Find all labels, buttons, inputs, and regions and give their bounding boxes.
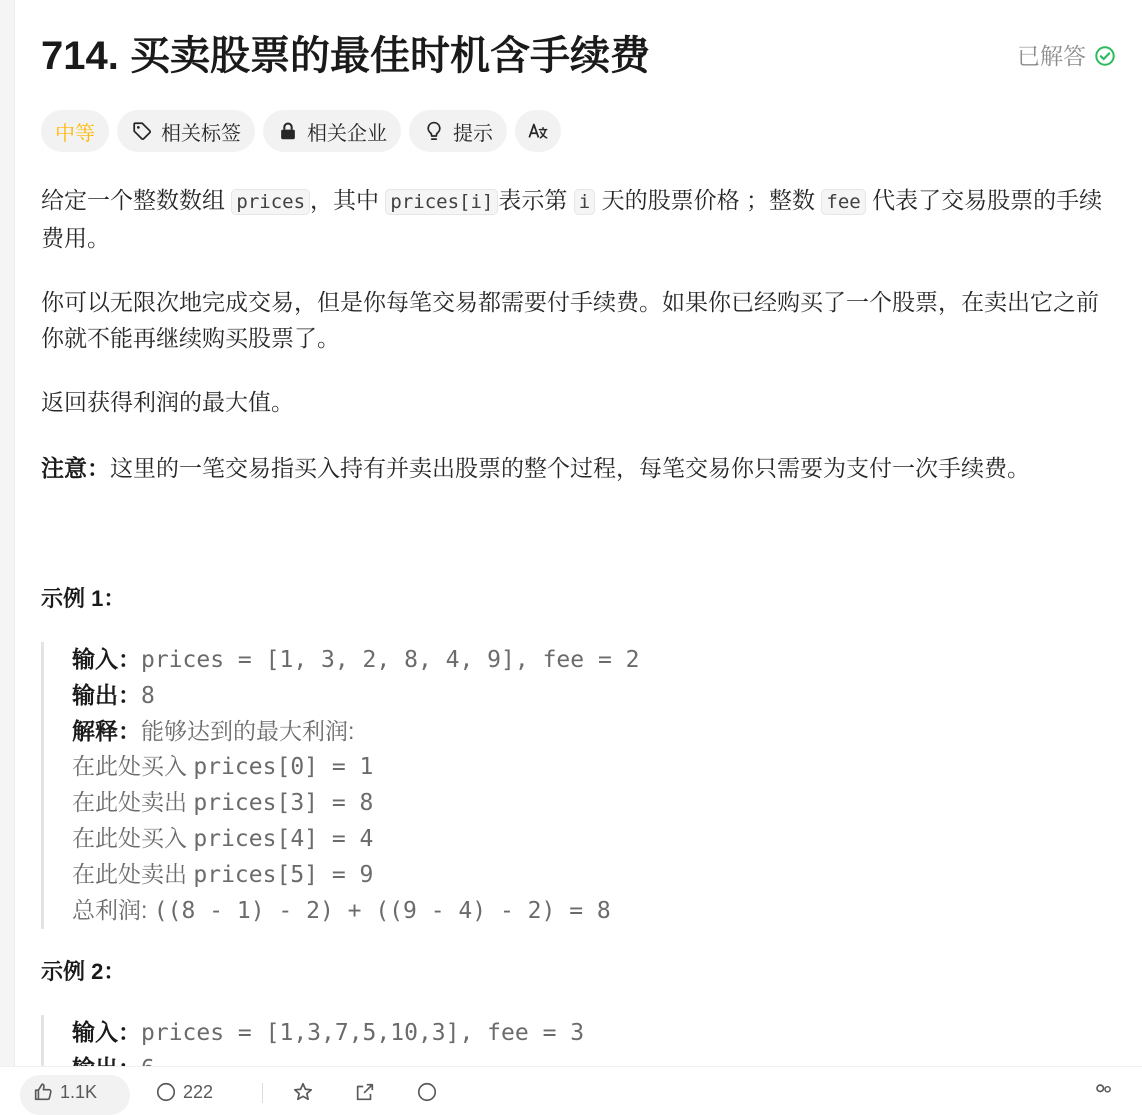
problem-description-panel xyxy=(41,0,1116,1066)
input-label: 输入： xyxy=(72,646,141,672)
explain-label: 解释： xyxy=(72,718,141,744)
step-code: prices[3] = 8 xyxy=(193,790,374,816)
bottom-action-bar xyxy=(0,1066,1142,1102)
step-code: prices[4] = 4 xyxy=(193,826,374,852)
example-1-input xyxy=(72,642,1041,678)
note-label: 注意： xyxy=(41,455,110,481)
desc-text: ，其中 xyxy=(310,187,386,213)
related-companies-label: 相关企业 xyxy=(307,122,387,145)
left-rail xyxy=(0,0,15,1093)
question-circle-icon xyxy=(416,1081,438,1103)
input-value: prices = [1, 3, 2, 8, 4, 9], fee = 2 xyxy=(141,647,640,673)
note-text: 这里的一笔交易指买入持有并卖出股票的整个过程，每笔交易你只需要为支付一次手续费。 xyxy=(110,455,1030,481)
total-text: 总利润: xyxy=(72,897,154,923)
star-icon xyxy=(292,1081,314,1103)
lock-icon xyxy=(277,120,299,142)
step-code: prices[5] = 9 xyxy=(193,862,374,888)
related-topics-button[interactable] xyxy=(117,110,255,152)
tag-row xyxy=(41,110,561,152)
lightbulb-icon xyxy=(423,120,445,142)
step-text: 在此处卖出 xyxy=(72,789,194,815)
description-note xyxy=(41,450,1116,486)
bar-divider xyxy=(262,1083,263,1103)
step-code: prices[0] = 1 xyxy=(193,754,374,780)
input-label: 输入： xyxy=(72,1019,141,1045)
translate-button[interactable] xyxy=(515,110,561,152)
step-text: 在此处卖出 xyxy=(72,861,194,887)
example-1-explanation xyxy=(72,714,1041,749)
example-1-title: 示例 1： xyxy=(41,586,126,611)
comment-icon xyxy=(155,1081,177,1103)
translate-icon xyxy=(527,120,549,142)
check-circle-icon xyxy=(1094,45,1116,67)
comments-button[interactable] xyxy=(155,1081,213,1103)
title-row xyxy=(41,28,1116,84)
like-count-group[interactable] xyxy=(32,1081,97,1103)
input-value: prices = [1,3,7,5,10,3], fee = 3 xyxy=(141,1020,585,1046)
desc-text: 代表了交易股票的手续费用。 xyxy=(41,187,1103,251)
feedback-button[interactable] xyxy=(416,1081,438,1103)
comment-count: 222 xyxy=(183,1081,214,1102)
users-icon xyxy=(1092,1081,1114,1103)
desc-text: 给定一个整数数组 xyxy=(41,187,232,213)
example-1-output xyxy=(72,678,1041,714)
description-paragraph-3: 返回获得利润的最大值。 xyxy=(41,389,294,415)
output-value: 8 xyxy=(141,683,155,709)
hint-button[interactable] xyxy=(409,110,507,152)
step-text: 在此处买入 xyxy=(72,825,194,851)
description-paragraph-2: 你可以无限次地完成交易，但是你每笔交易都需要付手续费。如果你已经购买了一个股票，在卖出它之前你就不能再继续购买股票了。 xyxy=(41,289,1099,351)
example-1-total xyxy=(72,893,1041,929)
code-prices-i: prices[i] xyxy=(385,189,498,215)
example-2-title: 示例 2： xyxy=(41,959,126,984)
desc-text: 天的股票价格 ；整数 xyxy=(595,187,822,213)
online-users-indicator xyxy=(1092,1081,1114,1103)
thumbs-up-icon xyxy=(32,1081,54,1103)
example-1-block xyxy=(41,642,1041,929)
related-topics-label: 相关标签 xyxy=(161,122,241,145)
difficulty-badge xyxy=(41,110,109,152)
output-label: 输出： xyxy=(72,682,141,708)
total-code: ((8 - 1) - 2) + ((9 - 4) - 2) = 8 xyxy=(153,898,611,924)
description-paragraph-1 xyxy=(41,182,1116,256)
share-button[interactable] xyxy=(354,1081,376,1103)
solved-label: 已解答 xyxy=(1017,43,1086,69)
code-prices: prices xyxy=(231,189,310,215)
desc-text: 表示第 xyxy=(498,187,574,213)
related-companies-button[interactable] xyxy=(263,110,401,152)
example-1-step xyxy=(72,857,1041,893)
step-text: 在此处买入 xyxy=(72,753,194,779)
hint-label: 提示 xyxy=(453,122,493,145)
code-fee: fee xyxy=(821,189,865,215)
favorite-button[interactable] xyxy=(292,1081,314,1103)
example-2-input xyxy=(72,1015,1041,1051)
difficulty-label: 中等 xyxy=(55,122,95,145)
share-icon xyxy=(354,1081,376,1103)
explain-value: 能够达到的最大利润: xyxy=(141,718,355,744)
like-count: 1.1K xyxy=(60,1081,98,1102)
problem-title[interactable]: 714. 买卖股票的最佳时机含手续费 xyxy=(41,34,650,78)
code-i: i xyxy=(574,189,595,215)
example-1-step xyxy=(72,785,1041,821)
example-1-step xyxy=(72,821,1041,857)
tag-icon xyxy=(131,120,153,142)
example-1-step xyxy=(72,749,1041,785)
solved-status xyxy=(1017,42,1116,70)
